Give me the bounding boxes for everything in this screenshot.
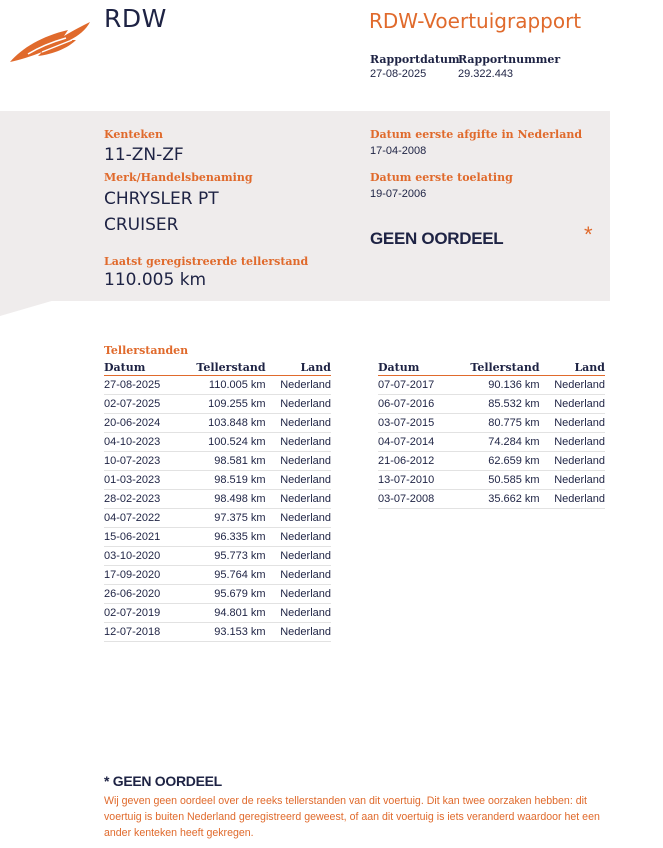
reading-country: Nederland <box>266 623 331 642</box>
reading-odometer: 97.375 km <box>176 509 265 528</box>
first-registration-nl-label: Datum eerste afgifte in Nederland <box>370 128 583 141</box>
brand-value-line2: CRUISER <box>104 215 179 235</box>
table-row <box>104 395 331 414</box>
reading-odometer: 85.532 km <box>450 395 539 414</box>
odometer-table-left <box>104 360 331 642</box>
table-row <box>104 452 331 471</box>
odometer-table-right <box>378 360 605 509</box>
reading-date: 26-06-2020 <box>104 585 176 604</box>
reading-date: 21-06-2012 <box>378 452 450 471</box>
first-admission-value: 19-07-2006 <box>370 188 427 200</box>
table-row <box>378 490 605 509</box>
reading-country: Nederland <box>540 376 605 395</box>
table-row <box>104 471 331 490</box>
report-number-label: Rapportnummer <box>458 53 561 66</box>
column-header-odometer: Tellerstand <box>450 360 539 376</box>
reading-odometer: 80.775 km <box>450 414 539 433</box>
reading-date: 06-07-2016 <box>378 395 450 414</box>
reading-date: 03-07-2008 <box>378 490 450 509</box>
column-header-date: Datum <box>104 360 176 376</box>
table-row <box>378 414 605 433</box>
table-row <box>104 566 331 585</box>
reading-country: Nederland <box>266 414 331 433</box>
reading-country: Nederland <box>266 433 331 452</box>
reading-date: 02-07-2019 <box>104 604 176 623</box>
reading-odometer: 95.764 km <box>176 566 265 585</box>
table-row <box>378 376 605 395</box>
reading-odometer: 50.585 km <box>450 471 539 490</box>
table-row <box>104 547 331 566</box>
table-row <box>104 528 331 547</box>
report-date: 27-08-2025 <box>370 68 427 80</box>
reading-date: 27-08-2025 <box>104 376 176 395</box>
reading-odometer: 100.524 km <box>176 433 265 452</box>
plate-value: 11-ZN-ZF <box>104 145 184 165</box>
odometer-table-title: Tellerstanden <box>104 344 189 357</box>
reading-odometer: 109.255 km <box>176 395 265 414</box>
reading-country: Nederland <box>266 490 331 509</box>
reading-odometer: 98.581 km <box>176 452 265 471</box>
reading-date: 12-07-2018 <box>104 623 176 642</box>
reading-date: 03-07-2015 <box>378 414 450 433</box>
reading-odometer: 96.335 km <box>176 528 265 547</box>
reading-country: Nederland <box>266 566 331 585</box>
table-row <box>104 585 331 604</box>
table-row <box>378 452 605 471</box>
reading-country: Nederland <box>540 414 605 433</box>
reading-country: Nederland <box>266 509 331 528</box>
reading-country: Nederland <box>266 604 331 623</box>
reading-date: 17-09-2020 <box>104 566 176 585</box>
reading-date: 15-06-2021 <box>104 528 176 547</box>
table-row <box>104 433 331 452</box>
reading-country: Nederland <box>540 471 605 490</box>
column-header-country: Land <box>266 360 331 376</box>
first-registration-nl-value: 17-04-2008 <box>370 145 427 157</box>
reading-date: 01-03-2023 <box>104 471 176 490</box>
reading-date: 07-07-2017 <box>378 376 450 395</box>
reading-date: 04-07-2014 <box>378 433 450 452</box>
table-row <box>104 604 331 623</box>
verdict-footnote-marker: * <box>584 222 593 247</box>
reading-country: Nederland <box>540 433 605 452</box>
reading-date: 10-07-2023 <box>104 452 176 471</box>
table-row <box>104 414 331 433</box>
odometer-label: Laatst geregistreerde tellerstand <box>104 255 309 268</box>
reading-odometer: 35.662 km <box>450 490 539 509</box>
column-header-date: Datum <box>378 360 450 376</box>
table-row <box>378 471 605 490</box>
table-row <box>378 433 605 452</box>
reading-country: Nederland <box>266 452 331 471</box>
table-row <box>104 490 331 509</box>
table-row <box>104 376 331 395</box>
reading-odometer: 93.153 km <box>176 623 265 642</box>
table-row <box>104 509 331 528</box>
reading-odometer: 95.773 km <box>176 547 265 566</box>
reading-country: Nederland <box>266 471 331 490</box>
plate-label: Kenteken <box>104 128 164 141</box>
reading-odometer: 110.005 km <box>176 376 265 395</box>
reading-country: Nederland <box>540 490 605 509</box>
reading-date: 04-07-2022 <box>104 509 176 528</box>
reading-odometer: 90.136 km <box>450 376 539 395</box>
reading-odometer: 95.679 km <box>176 585 265 604</box>
reading-odometer: 94.801 km <box>176 604 265 623</box>
footnote-text: Wij geven geen oordeel over de reeks tellerstanden van dit voertuig. Dit kan twee oorzaken hebben: dit voertuig is buiten Nederland geregistreerd geweest, of aan dit voertuig is iets veranderd waardoor het een ander kenteken heeft gekregen. <box>104 795 600 839</box>
rdw-wing-logo-icon <box>8 18 92 66</box>
column-header-odometer: Tellerstand <box>176 360 265 376</box>
table-row <box>378 395 605 414</box>
odometer-value: 110.005 km <box>104 270 207 290</box>
verdict: GEEN OORDEEL <box>370 229 504 248</box>
report-date-label: Rapportdatum <box>370 53 460 66</box>
reading-country: Nederland <box>266 376 331 395</box>
reading-odometer: 98.519 km <box>176 471 265 490</box>
brand-name: RDW <box>104 4 167 33</box>
reading-country: Nederland <box>266 547 331 566</box>
panel-tail-decoration <box>0 300 55 316</box>
reading-date: 04-10-2023 <box>104 433 176 452</box>
reading-date: 13-07-2010 <box>378 471 450 490</box>
brand-label: Merk/Handelsbenaming <box>104 171 253 184</box>
reading-odometer: 62.659 km <box>450 452 539 471</box>
table-row <box>104 623 331 642</box>
reading-country: Nederland <box>266 585 331 604</box>
reading-country: Nederland <box>540 452 605 471</box>
reading-country: Nederland <box>540 395 605 414</box>
reading-date: 28-02-2023 <box>104 490 176 509</box>
reading-odometer: 98.498 km <box>176 490 265 509</box>
reading-odometer: 74.284 km <box>450 433 539 452</box>
report-number: 29.322.443 <box>458 68 514 80</box>
reading-date: 20-06-2024 <box>104 414 176 433</box>
brand-value-line1: CHRYSLER PT <box>104 189 219 209</box>
first-admission-label: Datum eerste toelating <box>370 171 513 184</box>
reading-country: Nederland <box>266 395 331 414</box>
reading-date: 03-10-2020 <box>104 547 176 566</box>
footnote-title: * GEEN OORDEEL <box>104 773 222 789</box>
column-header-country: Land <box>540 360 605 376</box>
reading-country: Nederland <box>266 528 331 547</box>
report-title: RDW-Voertuigrapport <box>369 9 582 33</box>
reading-date: 02-07-2025 <box>104 395 176 414</box>
reading-odometer: 103.848 km <box>176 414 265 433</box>
